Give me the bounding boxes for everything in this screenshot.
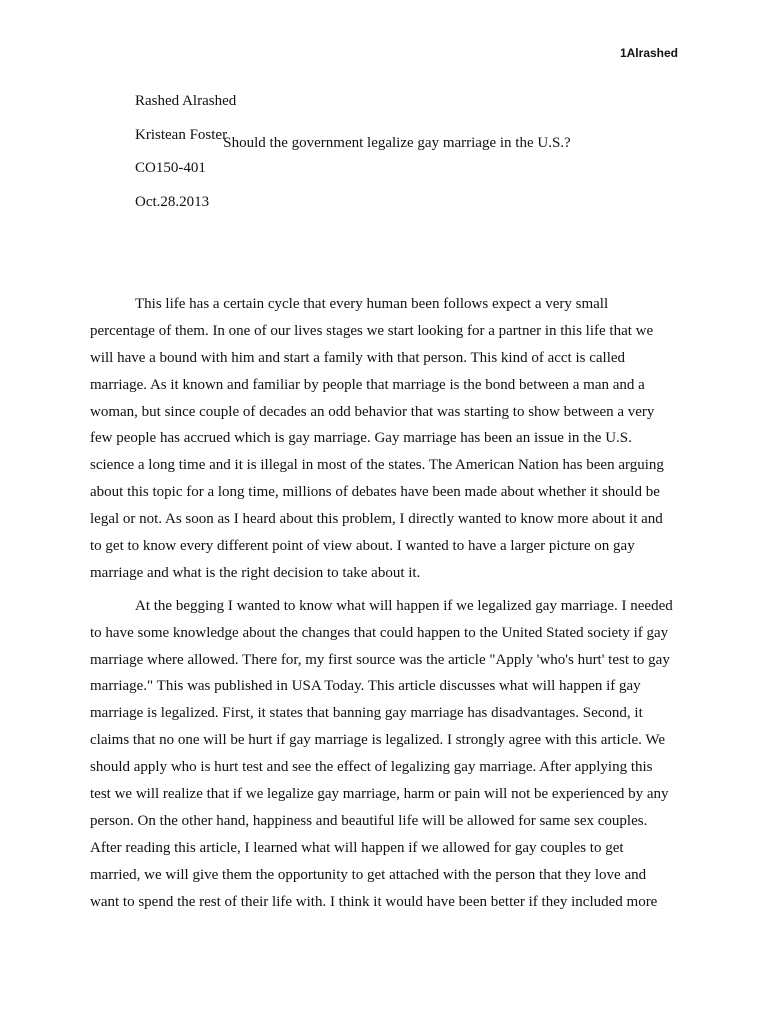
paragraph-line: science a long time and it is illegal in most of the states. The American Nation has been arguing xyxy=(90,457,664,474)
paragraph-line: This life has a certain cycle that every human been follows expect a very small xyxy=(135,296,609,312)
paragraph-line: claims that no one will be hurt if gay marriage is legalized. I strongly agree with this article. We xyxy=(90,732,666,749)
paragraph-line: test we will realize that if we legalize gay marriage, harm or pain will not be experienced by any xyxy=(90,786,669,803)
paragraph-line: marriage where allowed. There for, my first source was the article "Apply 'who's hurt' test to gay xyxy=(90,651,670,668)
paragraph-line: marriage. As it known and familiar by people that marriage is the bond between a man and a xyxy=(90,376,645,393)
paragraph xyxy=(90,593,682,916)
student-name: Rashed Alrashed xyxy=(135,93,237,109)
essay-date: Oct.28.2013 xyxy=(135,193,210,210)
paragraph-line: person. On the other hand, happiness and beautiful life will be allowed for same sex couples. xyxy=(90,812,648,829)
paragraph-line: woman, but since couple of decades an odd behavior that was starting to show between a very xyxy=(90,403,655,420)
paragraph-line: At the begging I wanted to know what will happen if we legalized gay marriage. I needed xyxy=(135,597,673,614)
course-code: CO150-401 xyxy=(135,160,206,176)
running-head: 1Alrashed xyxy=(619,46,678,60)
paragraph-line: about this topic for a long time, millions of debates have been made about whether it should be xyxy=(90,484,660,501)
paragraph-line: should apply who is hurt test and see the effect of legalizing gay marriage. After applying this xyxy=(90,759,653,776)
essay-title: Should the government legalize gay marriage in the U.S.? xyxy=(223,135,571,151)
paragraph-line: to have some knowledge about the changes that could happen to the United Stated society if gay xyxy=(90,624,669,641)
paragraph-line: legal or not. As soon as I heard about this problem, I directly wanted to know more about it and xyxy=(90,511,663,528)
paragraph-line: few people has accrued which is gay marriage. Gay marriage has been an issue in the U.S. xyxy=(90,430,632,447)
paragraph-line: marriage." This was published in USA Today. This article discusses what will happen if gay xyxy=(90,678,641,695)
paragraph-line: will have a bound with him and start a family with that person. This kind of acct is called xyxy=(90,349,626,366)
paragraph-line: marriage and what is the right decision to take about it. xyxy=(90,564,421,581)
paragraph-line: percentage of them. In one of our lives stages we start looking for a partner in this life that we xyxy=(90,322,654,339)
mla-heading xyxy=(135,92,675,226)
paragraph-line: want to spend the rest of their life with. I think it would have been better if they included more xyxy=(90,893,658,910)
essay-body xyxy=(90,291,682,915)
paragraph-line: married, we will give them the opportunity to get attached with the person that they love and xyxy=(90,866,647,883)
paragraph-line: After reading this article, I learned what will happen if we allowed for gay couples to get xyxy=(90,839,624,856)
paragraph-line: marriage is legalized. First, it states that banning gay marriage has disadvantages. Second, it xyxy=(90,705,643,722)
paragraph xyxy=(90,291,682,587)
instructor-name: Kristean Foster xyxy=(135,126,228,143)
paragraph-line: to get to know every different point of view about. I wanted to have a larger picture on gay xyxy=(90,538,635,555)
